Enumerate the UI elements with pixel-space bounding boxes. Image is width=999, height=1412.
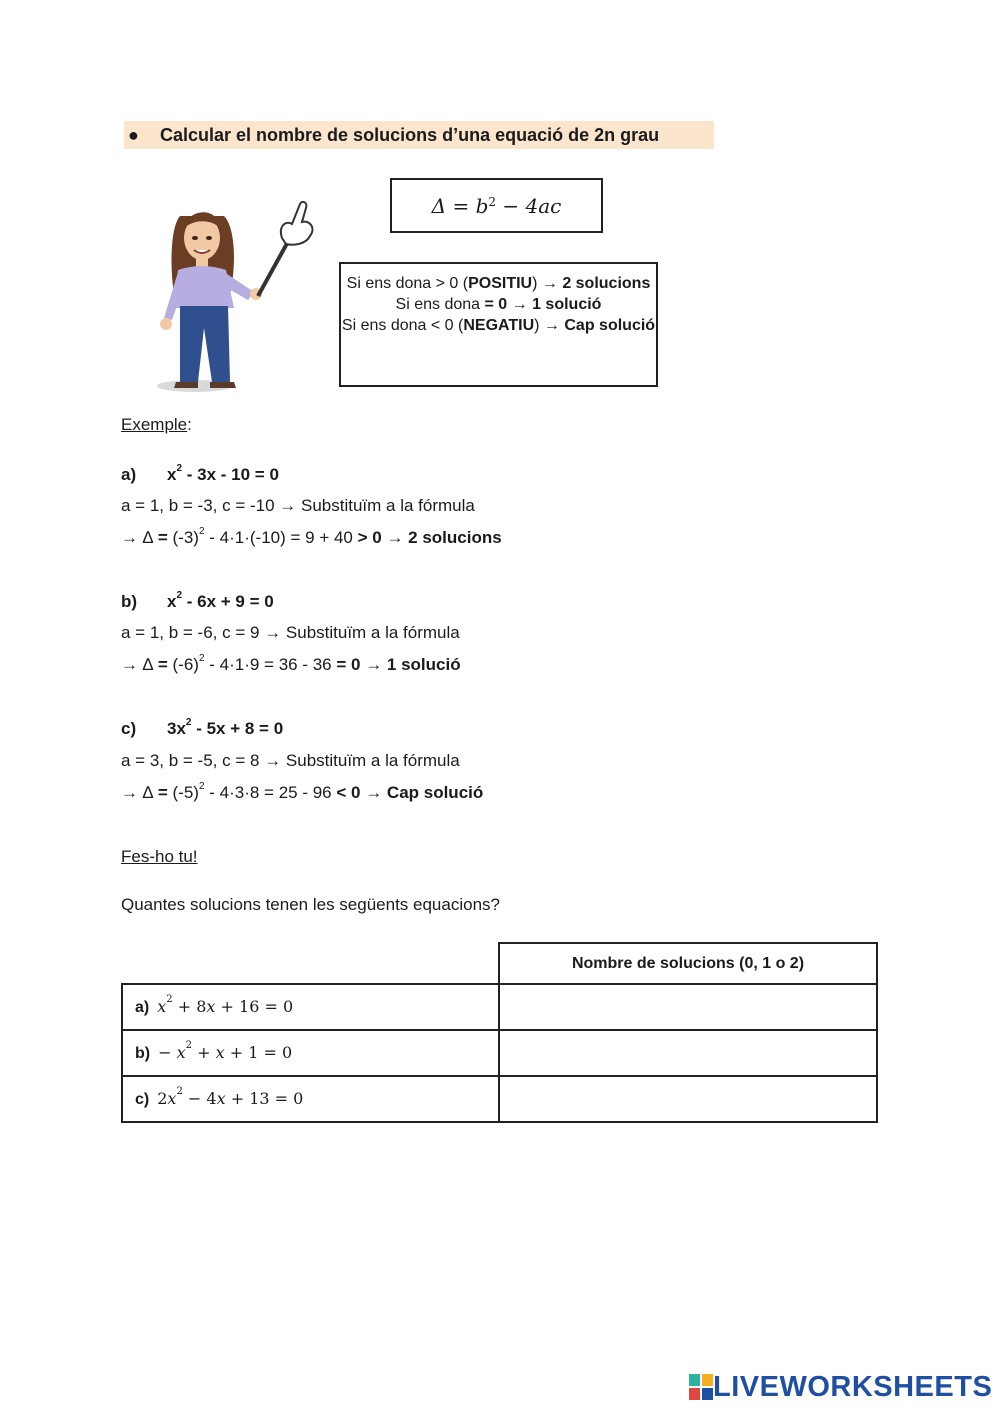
- table-row: [122, 984, 877, 1030]
- example-c-substitution: a = 3, b = -5, c = 8 → Substituïm a la fórmula: [121, 751, 460, 770]
- example-c-equation: c) $3x^2 - 5x + 8 = 0$: [121, 717, 284, 738]
- teacher-pointing-illustration: [150, 198, 320, 394]
- liveworksheets-logo-icon: [689, 1374, 713, 1400]
- example-b-equation: b) $x^2 - 6x + 9 = 0$: [121, 590, 274, 611]
- table-header-empty: [122, 943, 499, 984]
- delta-symbol: Δ: [431, 193, 447, 218]
- formula-exponent: 2: [488, 194, 497, 209]
- example-b-substitution: a = 1, b = -6, c = 9 → Substituïm a la fórmula: [121, 623, 460, 642]
- table-header-solutions: Nombre de solucions (0, 1 o 2): [499, 943, 877, 984]
- answer-input-a[interactable]: [500, 984, 880, 1030]
- example-a-substitution: a = 1, b = -3, c = -10 → Substituïm a la fórmula: [121, 496, 475, 515]
- bullet-icon: ●: [128, 125, 139, 145]
- equation-cell-a: a) $x^2 + 8x + 16 = 0$: [122, 984, 499, 1030]
- table-header-row: [122, 943, 877, 984]
- answer-cell-a: [499, 984, 877, 1030]
- answer-cell-c: [499, 1076, 877, 1122]
- answer-cell-b: [499, 1030, 877, 1076]
- table-row: [122, 1030, 877, 1076]
- example-title: Exemple:: [121, 415, 192, 434]
- formula-equals: =: [452, 193, 470, 218]
- table-row: [122, 1076, 877, 1122]
- answers-table: [121, 942, 878, 1123]
- answer-input-c[interactable]: [500, 1076, 880, 1122]
- example-c-calculation: → ∆ = $(-5)^2 - 4\cdot 3\cdot 8 = 25 - 96 < 0$ → Cap solució: [121, 781, 484, 802]
- rule-negative: Si ens dona < 0 (NEGATIU) → Cap solució: [341, 317, 656, 334]
- example-a-calculation: → ∆ = $(-3)^2 - 4\cdot 1\cdot(-10) = 9 + 40 > 0 \to 2$ solucions: [121, 526, 502, 547]
- rule-positive: Si ens dona > 0 (POSITIU) → 2 solucions: [346, 275, 651, 292]
- equation-cell-b: $b) - x^2 + x + 1 = 0$: [122, 1030, 499, 1076]
- formula-b: b: [475, 193, 489, 218]
- rules-box: [339, 262, 658, 387]
- rule-zero: Si ens dona = 0 → 1 solució: [395, 296, 602, 313]
- section-heading: [124, 121, 714, 149]
- heading-text: Calcular el nombre de solucions d’una equació de 2n grau: [160, 125, 660, 145]
- exercise-question: Quantes solucions tenen les següents equacions?: [121, 895, 500, 914]
- exercise-title: Fes-ho tu!: [121, 847, 198, 866]
- liveworksheets-logo: [689, 1371, 992, 1403]
- equation-cell-c: c) $2x^2 - 4x + 13 = 0$: [122, 1076, 499, 1122]
- example-a-equation: a) $x^2 - 3x - 10 = 0$: [121, 463, 279, 484]
- example-b-calculation: → ∆ = $(-6)^2 - 4\cdot 1\cdot 9 = 36 - 36 = 0 \to 1$ solució: [121, 653, 461, 674]
- discriminant-formula-box: [390, 178, 603, 233]
- answer-input-b[interactable]: [500, 1030, 880, 1076]
- logo-text: LIVEWORKSHEETS: [713, 1370, 993, 1403]
- formula-rest: − 4ac: [502, 193, 562, 218]
